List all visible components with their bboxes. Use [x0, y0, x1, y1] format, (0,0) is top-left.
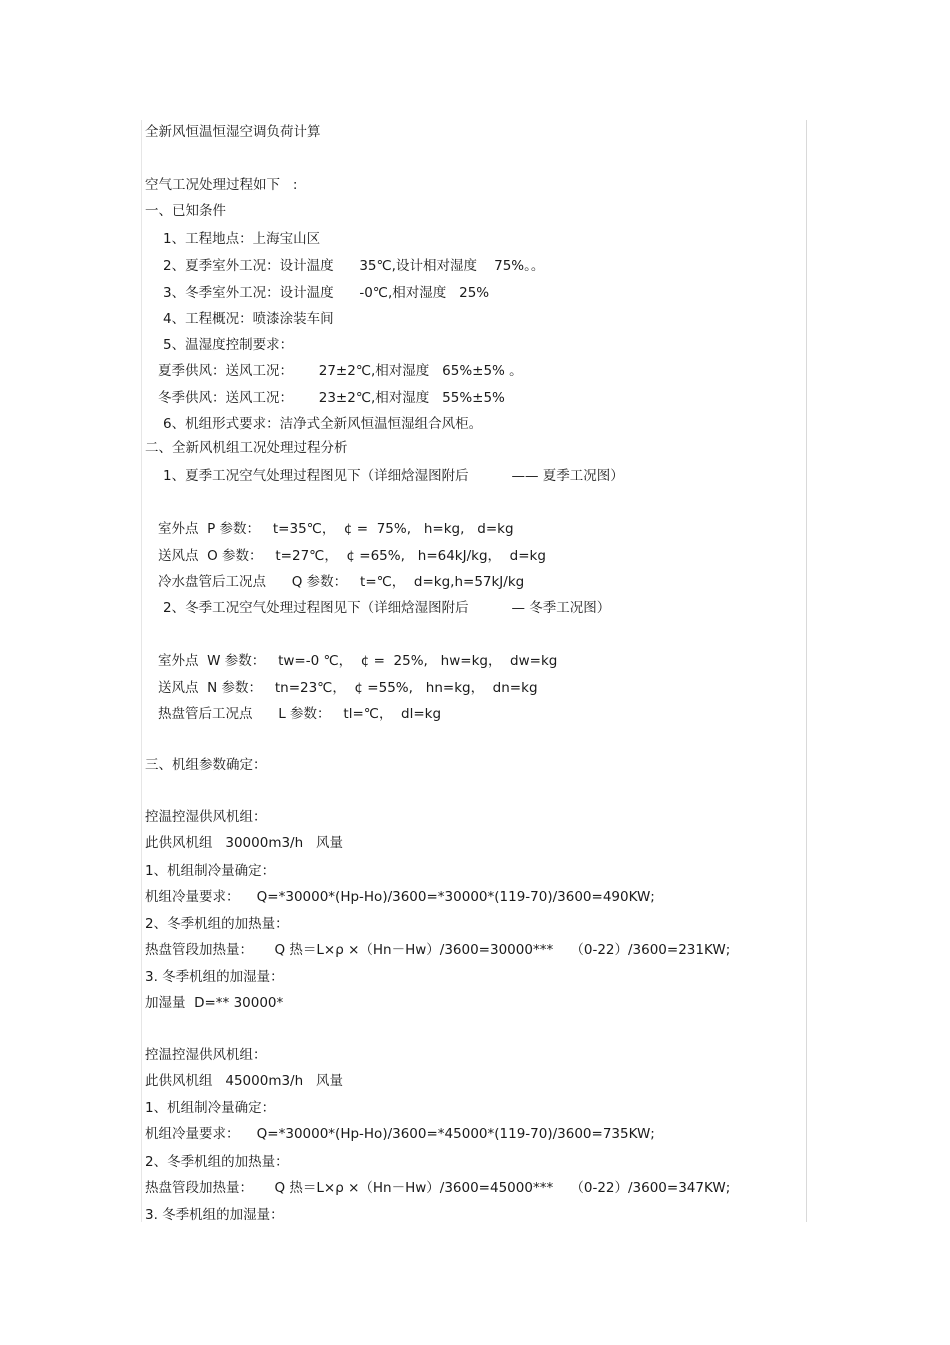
winter-process-title: 2、冬季工况空气处理过程图见下（详细焓湿图附后 — 冬季工况图）	[163, 600, 611, 616]
summer-supply-condition: 夏季供风：送风工况： 27±2℃,相对湿度 65%±5% 。	[158, 363, 523, 379]
unit1-heating-heading: 2、冬季机组的加热量：	[145, 916, 289, 932]
unit2-title: 控温控湿供风机组：	[145, 1047, 267, 1063]
unit1-cooling-formula: 机组冷量要求： Q=*30000*(Hp-Ho)/3600=*30000*(119-70)/3600=490KW;	[145, 889, 655, 905]
unit1-cooling-heading: 1、机组制冷量确定：	[145, 863, 276, 879]
unit2-airflow: 此供风机组 45000m3/h 风量	[145, 1073, 344, 1089]
condition-summer-outdoor: 2、夏季室外工况：设计温度 35℃,设计相对湿度 75%。。	[163, 258, 545, 274]
unit2-heating-formula: 热盘管段加热量： Q 热＝L×ρ ×（Hn－Hw）/3600=45000*** （0-22）/3600=347KW;	[145, 1180, 731, 1196]
unit2-humid-heading: 3. 冬季机组的加湿量：	[145, 1207, 284, 1223]
unit1-humid-heading: 3. 冬季机组的加湿量：	[145, 969, 284, 985]
condition-project-overview: 4、工程概况：喷漆涂装车间	[163, 311, 334, 327]
unit2-cooling-formula: 机组冷量要求： Q=*30000*(Hp-Ho)/3600=*45000*(119-70)/3600=735KW;	[145, 1126, 655, 1142]
right-margin-rule	[806, 120, 807, 1222]
summer-point-o: 送风点 O 参数： t=27℃， ¢ =65%, h=64kJ/kg， d=kg	[158, 548, 546, 564]
process-intro: 空气工况处理过程如下 :	[145, 177, 298, 193]
unit1-heating-formula: 热盘管段加热量： Q 热＝L×ρ ×（Hn－Hw）/3600=30000*** （0-22）/3600=231KW;	[145, 942, 731, 958]
unit-type-requirement: 6、机组形式要求：洁净式全新风恒温恒湿组合风柜。	[163, 416, 483, 432]
winter-point-l: 热盘管后工况点 L 参数： tl=℃， dl=kg	[158, 706, 442, 722]
section3-heading: 三、机组参数确定：	[145, 757, 267, 773]
condition-winter-outdoor: 3、冬季室外工况：设计温度 -0℃,相对湿度 25%	[163, 285, 490, 301]
summer-process-title: 1、夏季工况空气处理过程图见下（详细焓湿图附后 —— 夏季工况图）	[163, 468, 624, 484]
winter-supply-condition: 冬季供风：送风工况： 23±2℃,相对湿度 55%±5%	[158, 390, 505, 406]
unit2-cooling-heading: 1、机组制冷量确定：	[145, 1100, 276, 1116]
section2-heading: 二、全新风机组工况处理过程分析	[145, 440, 348, 456]
unit1-title: 控温控湿供风机组：	[145, 809, 267, 825]
summer-point-p: 室外点 P 参数： t=35℃， ¢ = 75%, h=kg, d=kg	[158, 521, 514, 537]
condition-control-requirements: 5、温湿度控制要求：	[163, 337, 294, 353]
winter-point-w: 室外点 W 参数： tw=-0 ℃， ¢ = 25%, hw=kg， dw=kg	[158, 653, 558, 669]
winter-point-n: 送风点 N 参数： tn=23℃， ¢ =55%, hn=kg， dn=kg	[158, 680, 538, 696]
unit2-heating-heading: 2、冬季机组的加热量：	[145, 1154, 289, 1170]
condition-location: 1、工程地点：上海宝山区	[163, 231, 321, 247]
unit1-humid-formula: 加湿量 D=** 30000*	[145, 995, 284, 1011]
summer-point-q: 冷水盘管后工况点 Q 参数： t=℃， d=kg,h=57kJ/kg	[158, 574, 525, 590]
document-title: 全新风恒温恒湿空调负荷计算	[145, 124, 321, 140]
section1-heading: 一、已知条件	[145, 203, 226, 219]
left-margin-rule	[141, 120, 142, 1222]
unit1-airflow: 此供风机组 30000m3/h 风量	[145, 835, 344, 851]
